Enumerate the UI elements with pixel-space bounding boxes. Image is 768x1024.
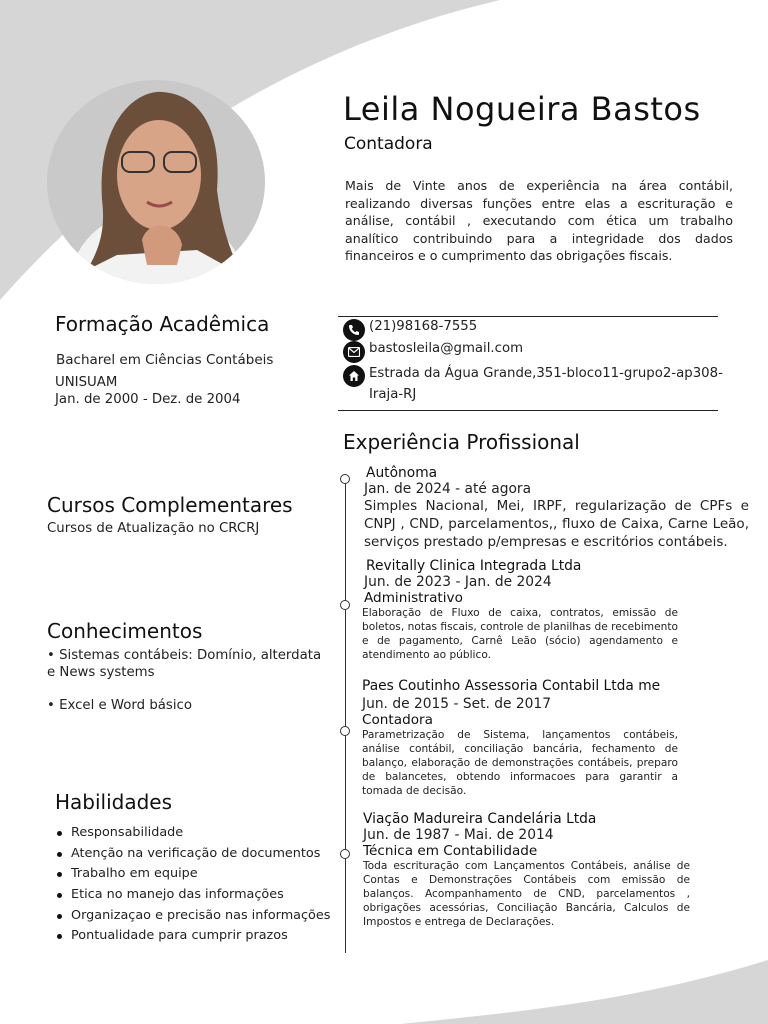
education-heading: Formação Acadêmica bbox=[55, 312, 270, 336]
skills-heading: Habilidades bbox=[55, 790, 173, 814]
job-entry bbox=[362, 678, 678, 798]
skills-list bbox=[55, 823, 330, 947]
contact-top-divider bbox=[338, 316, 718, 317]
profile-summary: Mais de Vinte anos de experiência na área contábil, realizando diversas funções entre elas a escrituração e análise, contábil , executando com ética um trabalho analítico contribuindo para a integridade dos dados financeiros e o cumprimento das obrigações fiscais. bbox=[345, 178, 733, 263]
contact-bottom-divider bbox=[338, 410, 718, 411]
home-icon bbox=[343, 365, 365, 387]
contact-phone bbox=[343, 319, 477, 341]
experience-heading: Experiência Profissional bbox=[343, 430, 580, 454]
list-item: Responsabilidade bbox=[55, 823, 330, 844]
contact-address bbox=[343, 363, 723, 405]
job-period: Jun. de 2015 - Set. de 2017 bbox=[362, 696, 551, 712]
job-company: Revitally Clinica Integrada Ltda bbox=[366, 558, 582, 574]
job-company: Autônoma bbox=[366, 465, 438, 481]
address-text bbox=[369, 363, 723, 405]
timeline-dot bbox=[340, 849, 350, 859]
knowledge-item-1 bbox=[47, 647, 321, 681]
courses-item: Cursos de Atualização no CRCRJ bbox=[47, 521, 260, 536]
job-entry bbox=[363, 811, 690, 929]
education-degree: Bacharel em Ciências Contábeis bbox=[56, 352, 274, 368]
knowledge-item-1-line-1: • Sistemas contábeis: Domínio, alterdata bbox=[47, 648, 322, 663]
job-period: Jun. de 2023 - Jan. de 2024 bbox=[364, 574, 552, 590]
job-description: Parametrização de Sistema, lançamentos contábeis, análise contábil, conciliação bancária, fechamento de balanço, elaboração de demonstrações contábeis, preparo de balancetes, obtendo informacoes para garantir a tomada de decisão. bbox=[362, 729, 678, 797]
job-entry bbox=[364, 558, 678, 662]
list-item: Trabalho em equipe bbox=[55, 864, 330, 885]
profile-photo bbox=[47, 80, 265, 284]
job-description: Toda escrituração com Lançamentos Contábeis, análise de Contas e Demonstrações Contábeis com emissão de balanços. Acompanhamento de CND, parcelamentos , obrigações acessórias, Conciliação Bancária, Calculos de Impostos e entrega de Declarações. bbox=[363, 860, 690, 928]
timeline-dot bbox=[340, 726, 350, 736]
candidate-role: Contadora bbox=[344, 134, 433, 154]
knowledge-item-1-line-2: e News systems bbox=[47, 665, 155, 680]
candidate-name: Leila Nogueira Bastos bbox=[343, 90, 701, 128]
list-item: Pontualidade para cumprir prazos bbox=[55, 926, 330, 947]
job-description: Elaboração de Fluxo de caixa, contratos, emissão de boletos, notas fiscais, controle de planilhas de recebimento e de pagamento, Carnê Leão (sócio) agendamento e atendimento ao público. bbox=[362, 607, 678, 661]
bottom-right-curve bbox=[400, 960, 768, 1024]
job-period: Jan. de 2024 - até agora bbox=[364, 481, 532, 497]
education-period: Jan. de 2000 - Dez. de 2004 bbox=[55, 392, 241, 407]
education-school: UNISUAM bbox=[55, 375, 118, 390]
job-entry bbox=[364, 465, 749, 551]
job-company: Paes Coutinho Assessoria Contabil Ltda me bbox=[362, 678, 661, 694]
email-icon bbox=[343, 341, 365, 363]
address-line-2: Iraja-RJ bbox=[369, 387, 417, 402]
job-company: Viação Madureira Candelária Ltda bbox=[363, 811, 597, 827]
courses-heading: Cursos Complementares bbox=[47, 493, 293, 517]
contact-email bbox=[343, 341, 523, 363]
phone-number[interactable]: (21)98168-7555 bbox=[369, 319, 478, 334]
address-line-1: Estrada da Água Grande,351-bloco11-grupo2-ap308- bbox=[369, 366, 723, 381]
job-role: Técnica em Contabilidade bbox=[363, 843, 538, 859]
list-item: Organizaçao e precisão nas informações bbox=[55, 906, 330, 927]
list-item: Atenção na verificação de documentos bbox=[55, 844, 330, 865]
phone-icon bbox=[343, 319, 365, 341]
timeline-dot bbox=[340, 474, 350, 484]
list-item: Etica no manejo das informações bbox=[55, 885, 330, 906]
timeline-line bbox=[345, 478, 346, 953]
job-description: Simples Nacional, Mei, IRPF, regularização de CPFs e CNPJ , CND, parcelamentos,, fluxo de Caixa, Carne Leão, serviços prestado p/empresas e escritórios contábeis. bbox=[364, 498, 749, 550]
email-address[interactable]: bastosleila@gmail.com bbox=[369, 341, 524, 356]
knowledge-heading: Conhecimentos bbox=[47, 619, 203, 643]
timeline-dot bbox=[340, 600, 350, 610]
knowledge-item-2: • Excel e Word básico bbox=[47, 698, 192, 713]
job-role: Contadora bbox=[362, 712, 433, 728]
job-period: Jun. de 1987 - Mai. de 2014 bbox=[363, 827, 554, 843]
job-role: Administrativo bbox=[364, 590, 463, 606]
